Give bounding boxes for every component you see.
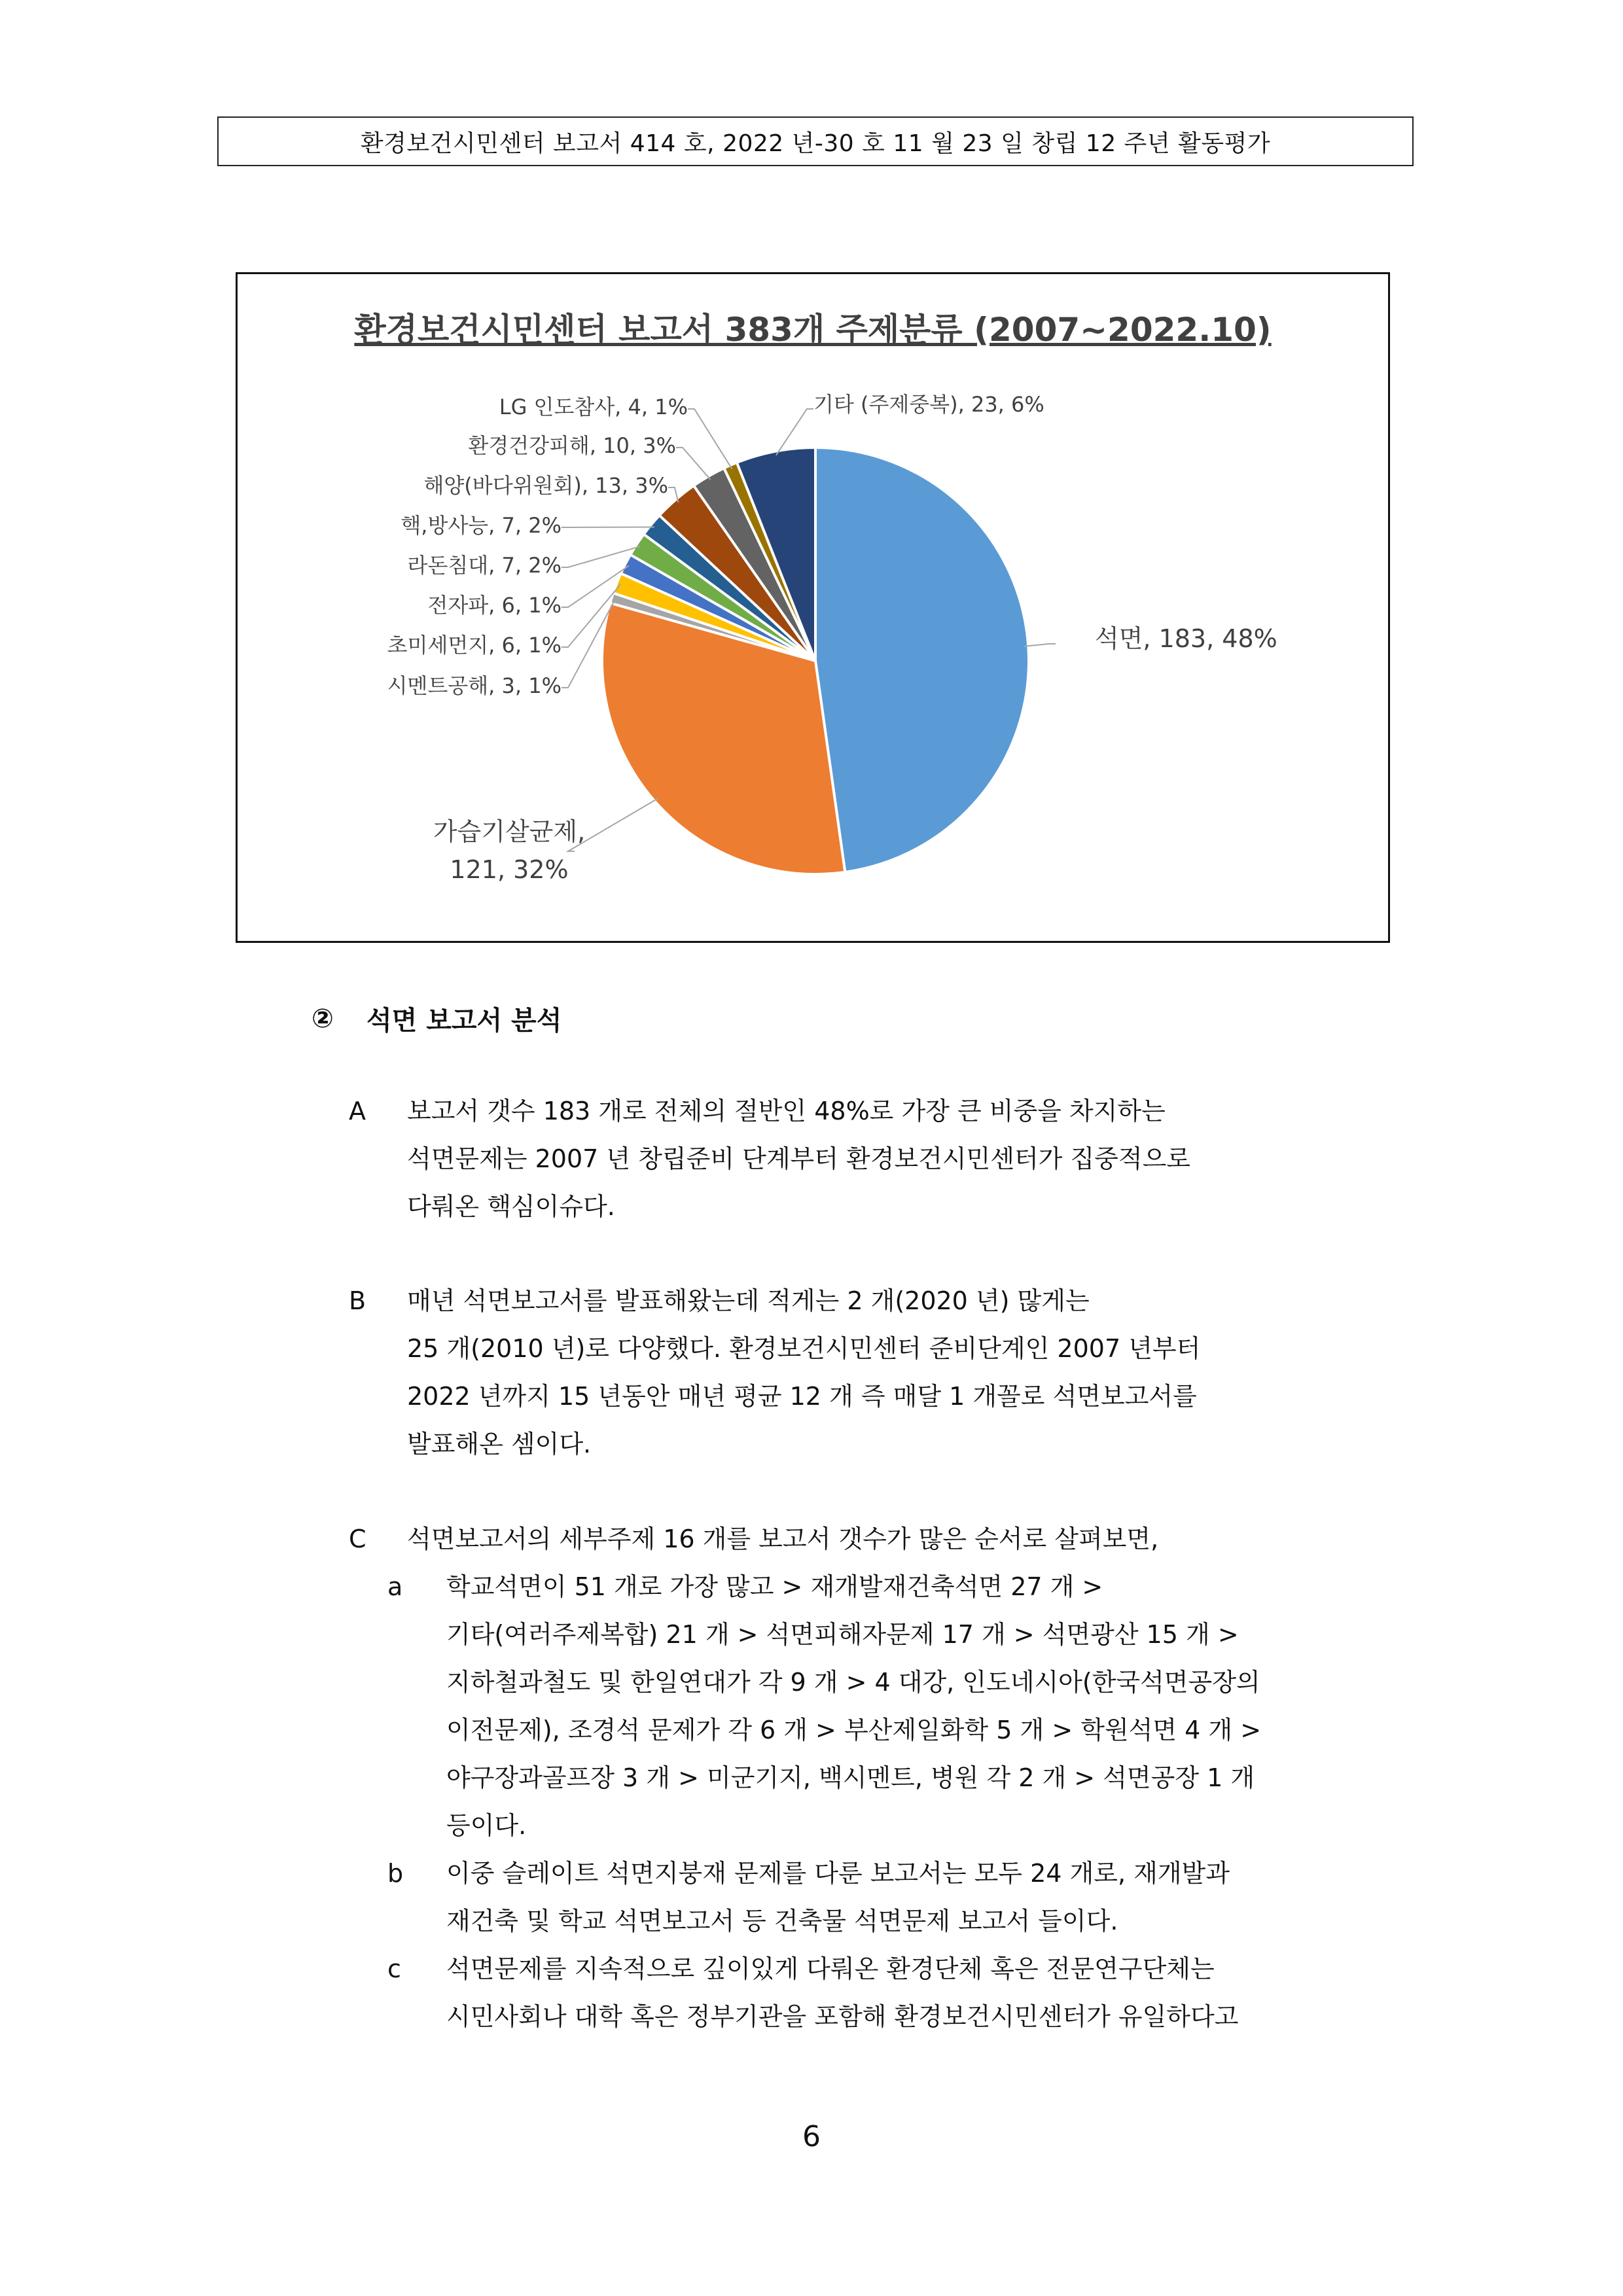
slice-label: 핵,방사능, 7, 2% [401,513,562,538]
section-marker: ② [312,1003,334,1034]
subitem-c-paragraph [446,1945,1238,2041]
item-b-line: 2022 년까지 15 년동안 매년 평균 12 개 즉 매달 1 개꼴로 석면보고서를 [407,1382,1197,1411]
slice-label: 시멘트공해, 3, 1% [387,673,562,698]
slice-label: 전자파, 6, 1% [427,593,562,618]
item-b-line: 매년 석면보고서를 발표해왔는데 적게는 2 개(2020 년) 많게는 [407,1286,1090,1315]
subitem-marker-a: a [387,1572,403,1601]
item-marker-b: B [349,1286,366,1315]
section-title: 석면 보고서 분석 [366,1006,562,1036]
subitem-a-line: 지하철과철도 및 한일연대가 각 9 개 > 4 대강, 인도네시아(한국석면공장의 [446,1668,1260,1697]
item-a-line: 다뤄온 핵심이슈다. [407,1192,615,1221]
slice-label: 라돈침대, 7, 2% [407,553,562,578]
subitem-marker-b: b [387,1859,404,1888]
pie-slice [815,448,1029,872]
item-marker-c: C [349,1525,366,1553]
slice-label: 환경건강피해, 10, 3% [468,433,676,458]
report-header [217,116,1414,166]
subitem-b-line: 이중 슬레이트 석면지붕재 문제를 다룬 보고서는 모두 24 개로, 재개발과 [446,1859,1230,1888]
subitem-a-paragraph [446,1563,1261,1850]
item-a-paragraph [407,1087,1190,1231]
subitem-a-line: 이전문제), 조경석 문제가 각 6 개 > 부산제일화학 5 개 > 학원석면 4 개 > [446,1716,1262,1744]
item-a-line: 보고서 갯수 183 개로 전체의 절반인 48%로 가장 큰 비중을 차지하는 [407,1097,1166,1125]
subitem-a-line: 야구장과골프장 3 개 > 미군기지, 백시멘트, 병원 각 2 개 > 석면공장 1 개 [446,1763,1255,1792]
slice-label: 가습기살균제, 121, 32% [433,817,586,884]
item-b-line: 25 개(2010 년)로 다양했다. 환경보건시민센터 준비단계인 2007 년부터 [407,1334,1201,1363]
section-heading [312,1000,562,1037]
pie-chart-frame [236,272,1390,943]
subitem-marker-c: c [387,1954,401,1983]
subitem-b-line: 재건축 및 학교 석면보고서 등 건축물 석면문제 보고서 들이다. [446,1907,1118,1935]
subitem-a-line: 기타(여러주제복합) 21 개 > 석면피해자문제 17 개 > 석면광산 15 개 > [446,1620,1239,1649]
subitem-a-line: 학교석면이 51 개로 가장 많고 > 재개발재건축석면 27 개 > [446,1572,1103,1601]
item-marker-a: A [349,1097,366,1125]
leader-line [688,409,732,469]
item-c-paragraph [407,1515,1158,1563]
subitem-c-line: 석면문제를 지속적으로 깊이있게 다뤄온 환경단체 혹은 전문연구단체는 [446,1954,1215,1983]
page-number: 6 [802,2120,821,2153]
chart-title: 환경보건시민센터 보고서 383개 주제분류 (2007~2022.10) [354,311,1272,349]
leader-line [676,448,711,480]
report-header-text: 환경보건시민센터 보고서 414 호, 2022 년-30 호 11 월 23 일 창립 12 주년 활동평가 [360,130,1271,157]
pie-chart [238,274,1388,941]
subitem-b-paragraph [446,1850,1230,1945]
item-b-paragraph [407,1277,1200,1468]
item-b-line: 발표해온 셈이다. [407,1430,592,1458]
slice-label: 해양(바다위원회), 13, 3% [423,473,668,498]
subitem-a-line: 등이다. [446,1811,527,1840]
slice-label: 기타 (주제중복), 23, 6% [813,392,1044,417]
item-c-line: 석면보고서의 세부주제 16 개를 보고서 갯수가 많은 순서로 살펴보면, [407,1525,1159,1553]
subitem-c-line: 시민사회나 대학 혹은 정부기관을 포함해 환경보건시민센터가 유일하다고 [446,2002,1239,2031]
slice-label: 석면, 183, 48% [1095,624,1277,653]
slice-label: LG 인도참사, 4, 1% [499,395,688,419]
item-a-line: 석면문제는 2007 년 창립준비 단계부터 환경보건시민센터가 집중적으로 [407,1144,1191,1173]
slice-label: 초미세먼지, 6, 1% [387,633,562,658]
